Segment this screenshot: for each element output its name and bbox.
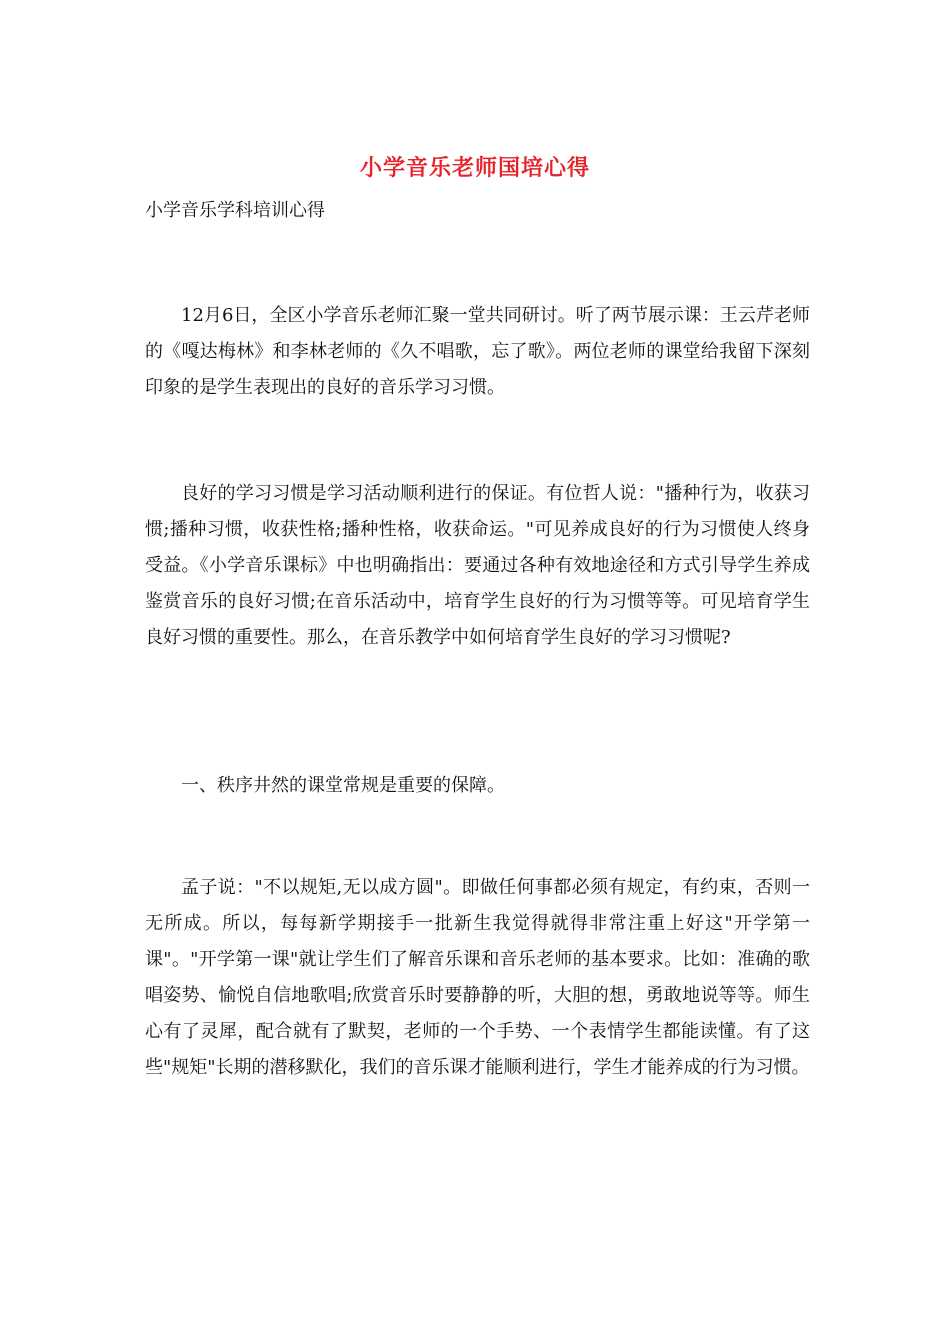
paragraph-2: 良好的学习习惯是学习活动顺利进行的保证。有位哲人说："播种行为，收获习惯;播种习惯，收获性格;播种性格，收获命运。"可见养成良好的行为习惯使人终身受益。《小学音乐课标》中也明确指出：要通过各种有效地途径和方式引导学生养成鉴赏音乐的良好习惯;在音乐活动中，培育学生良好的行为习惯等等。可见培育学生良好习惯的重要性。那么，在音乐教学中如何培育学生良好的学习习惯呢? — [145, 483, 810, 648]
document-title: 小学音乐老师国培心得 — [359, 155, 590, 181]
document-subtitle: 小学音乐学科培训心得 — [145, 200, 325, 221]
paragraph-3: 孟子说："不以规矩,无以成方圆"。即做任何事都必须有规定，有约束，否则一无所成。所以，每每新学期接手一批新生我觉得就得非常注重上好这"开学第一课"。"开学第一课"就让学生们了解音乐课和音乐老师的基本要求。比如：准确的歌唱姿势、愉悦自信地歌唱;欣赏音乐时要静静的听，大胆的想，勇敢地说等等。师生心有了灵犀，配合就有了默契，老师的一个手势、一个表情学生都能读懂。有了这些"规矩"长期的潜移默化，我们的音乐课才能顺利进行，学生才能养成的行为习惯。 — [145, 877, 810, 1078]
paragraph-1: 12月6日，全区小学音乐老师汇聚一堂共同研讨。听了两节展示课：王云芹老师的《嘎达梅林》和李林老师的《久不唱歌，忘了歌》。两位老师的课堂给我留下深刻印象的是学生表现出的良好的音乐学习习惯。 — [145, 305, 810, 398]
section-heading-1: 一、秩序井然的课堂常规是重要的保障。 — [181, 775, 505, 796]
